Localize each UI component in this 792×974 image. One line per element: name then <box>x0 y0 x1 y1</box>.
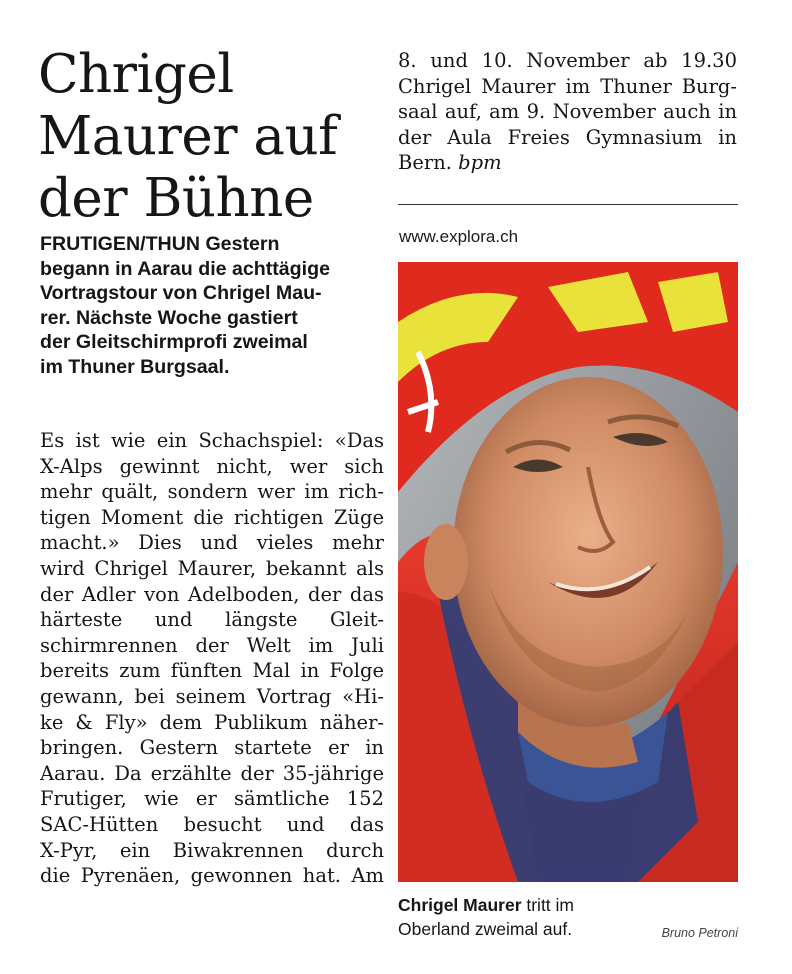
portrait-photo <box>398 262 738 882</box>
body-line: mehr quält, sondern wer im rich- <box>40 480 384 504</box>
caption-text: tritt im <box>521 895 574 915</box>
body-line: Bern. <box>398 151 452 175</box>
body-line: Es ist wie ein Schachspiel: «Das <box>40 429 384 452</box>
headline-line: Chrigel <box>38 44 234 105</box>
photo-caption <box>398 893 638 941</box>
body-line: X-Alps gewinnt nicht, wer sich <box>40 454 384 478</box>
body-line: macht.» Dies und vieles mehr <box>40 531 384 555</box>
body-line: ke & Fly» dem Publikum näher- <box>40 710 384 734</box>
lead-line: der Gleitschirmprofi zweimal <box>40 331 308 354</box>
body-line: gewann, bei seinem Vortrag «Hi- <box>40 684 384 708</box>
body-text-right-column <box>398 48 737 176</box>
lead-line: Vortragstour von Chrigel Mau- <box>40 282 322 305</box>
body-line: der Aula Freies Gymnasium in <box>398 125 737 149</box>
body-line: bringen. Gestern startete er in <box>40 736 384 760</box>
photo-credit: Bruno Petroni <box>661 926 738 940</box>
lead-line: FRUTIGEN/THUN Gestern <box>40 233 280 255</box>
body-line: härteste und längste Gleit- <box>40 608 384 632</box>
body-line: Chrigel Maurer im Thuner Burg- <box>398 74 737 98</box>
body-line: der Adler von Adelboden, der das <box>40 582 384 606</box>
caption-name: Chrigel Maurer <box>398 895 522 915</box>
body-line: Frutiger, wie er sämtliche 152 <box>40 787 384 811</box>
headline <box>38 44 378 230</box>
body-line: die Pyrenäen, gewonnen hat. Am <box>40 864 384 888</box>
body-line: bereits zum fünften Mal in Folge <box>40 659 384 683</box>
web-link[interactable]: www.explora.ch <box>399 227 519 246</box>
body-last-line <box>398 150 737 176</box>
body-line: schirmrennen der Welt im Juli <box>40 633 384 657</box>
body-line: 8. und 10. November ab 19.30 <box>398 49 737 72</box>
body-line: X-Pyr, ein Biwakrennen durch <box>40 838 384 862</box>
headline-line: der Bühne <box>38 168 314 229</box>
lead-line: rer. Nächste Woche gastiert <box>40 306 298 329</box>
body-line: Aarau. Da erzählte der 35-jährige <box>40 761 384 785</box>
lead-paragraph <box>40 232 385 380</box>
headline-line: Maurer auf <box>38 106 338 167</box>
column-divider <box>398 204 738 205</box>
body-line: wird Chrigel Maurer, bekannt als <box>40 556 384 580</box>
body-line: saal auf, am 9. November auch in <box>398 100 737 124</box>
body-line: SAC-Hütten besucht und das <box>40 812 384 836</box>
body-text-left-column <box>40 428 384 889</box>
lead-line: im Thuner Burgsaal. <box>40 355 230 378</box>
caption-text: Oberland zweimal auf. <box>398 919 573 939</box>
lead-line: begann in Aarau die achttägige <box>40 257 330 280</box>
body-line: tigen Moment die richtigen Züge <box>40 505 384 529</box>
author-initials: bpm <box>458 151 502 175</box>
